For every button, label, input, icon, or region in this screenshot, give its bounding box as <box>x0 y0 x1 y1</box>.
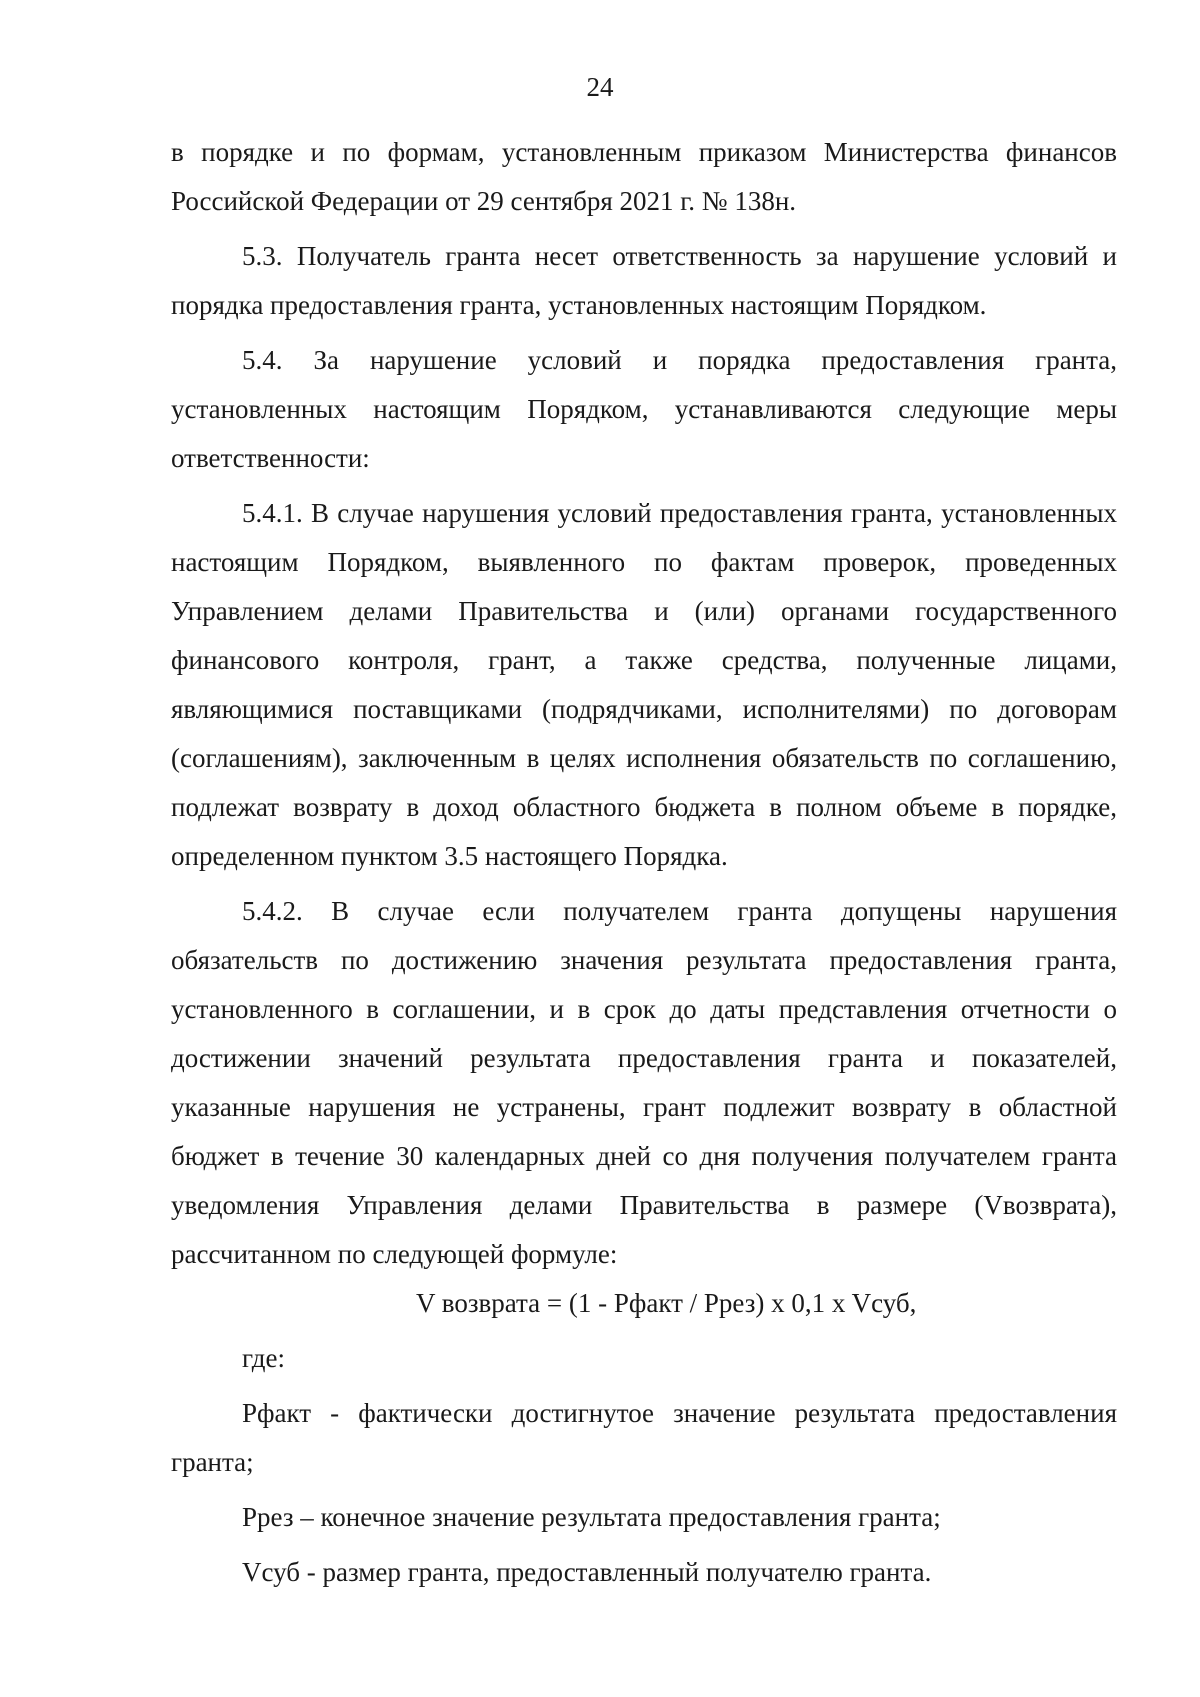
paragraph-5-4: 5.4. За нарушение условий и порядка предоставления гранта, установленных настоящим Порядком, устанавливаются следующие меры ответственности: <box>171 345 1117 473</box>
page-number: 24 <box>586 72 614 102</box>
document-body <box>171 128 1117 1597</box>
paragraph-continuation: в порядке и по формам, установленным приказом Министерства финансов Российской Федерации от 29 сентября 2021 г. № 138н. <box>171 137 1117 216</box>
paragraph-5-4-2: 5.4.2. В случае если получателем гранта допущены нарушения обязательств по достижению значения результата предоставления гранта, установленного в соглашении, и в срок до даты представления отчетности о достижении значений результата предоставления гранта и показателей, указанные нарушения не устранены, грант подлежит возврату в областной бюджет в течение 30 календарных дней со дня получения получателем гранта уведомления Управления делами Правительства в размере (Vвозврата), рассчитанном по следующей формуле: <box>171 896 1117 1269</box>
definition-rrez: Ррез – конечное значение результата предоставления гранта; <box>242 1502 941 1532</box>
definition-vsub: Vсуб - размер гранта, предоставленный получателю гранта. <box>242 1557 932 1587</box>
paragraph-5-4-1: 5.4.1. В случае нарушения условий предоставления гранта, установленных настоящим Порядком, выявленного по фактам проверок, проведенных Управлением делами Правительства и (или) органами государственного финансового контроля, грант, а также средства, полученные лицами, являющимися поставщиками (подрядчиками, исполнителями) по договорам (соглашениям), заключенным в целях исполнения обязательств по соглашению, подлежат возврату в доход областного бюджета в полном объеме в порядке, определенном пунктом 3.5 настоящего Порядка. <box>171 498 1117 871</box>
definition-rfakt: Рфакт - фактически достигнутое значение результата предоставления гранта; <box>171 1398 1117 1477</box>
refund-formula: V возврата = (1 - Рфакт / Ррез) x 0,1 x Vсуб, <box>416 1288 917 1318</box>
paragraph-5-3: 5.3. Получатель гранта несет ответственность за нарушение условий и порядка предоставления гранта, установленных настоящим Порядком. <box>171 241 1117 320</box>
where-label: где: <box>242 1343 285 1373</box>
